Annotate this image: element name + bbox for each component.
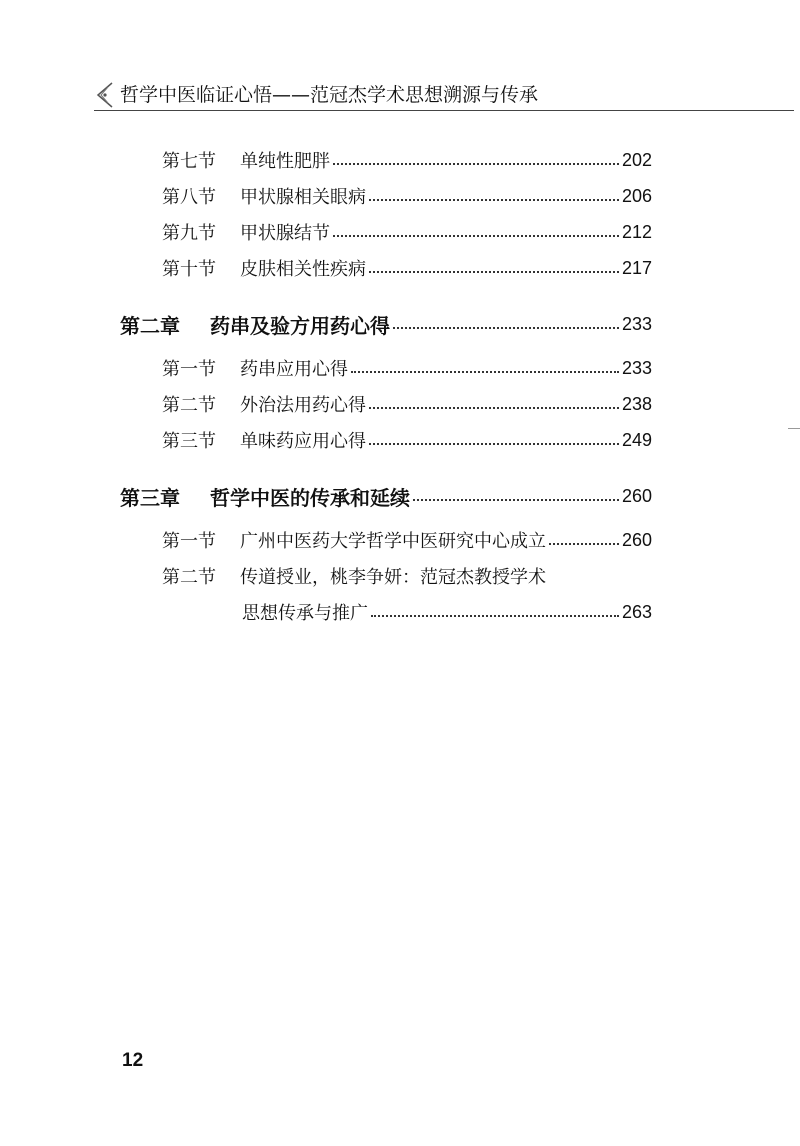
toc-entry[interactable] (162, 217, 652, 247)
toc-entry-continuation[interactable] (242, 597, 652, 627)
page-ref: 249 (621, 429, 652, 450)
section-title: 甲状腺结节 (240, 223, 330, 244)
dot-leader (333, 163, 619, 165)
header-divider (94, 110, 794, 111)
page-ref: 202 (621, 149, 652, 170)
chapter-title: 哲学中医的传承和延续 (210, 485, 410, 510)
toc-entry[interactable] (162, 425, 652, 455)
toc-entry[interactable] (162, 525, 652, 555)
page-ref: 233 (621, 357, 652, 378)
section-number: 第十节 (162, 259, 216, 280)
page-ref: 217 (621, 257, 652, 278)
ornament-icon (94, 82, 114, 108)
chapter-number: 第二章 (120, 313, 180, 338)
section-number: 第一节 (162, 359, 216, 380)
dot-leader (369, 271, 619, 273)
dot-leader (351, 371, 619, 373)
toc-entry[interactable] (162, 561, 652, 591)
section-number: 第三节 (162, 431, 216, 452)
toc-entry[interactable] (162, 253, 652, 283)
page-ref: 212 (621, 221, 652, 242)
toc-entry[interactable] (162, 181, 652, 211)
dot-leader (369, 199, 619, 201)
section-title: 甲状腺相关眼病 (240, 187, 366, 208)
page-ref: 238 (621, 393, 652, 414)
section-number: 第二节 (162, 395, 216, 416)
dot-leader (393, 327, 619, 329)
dot-leader (369, 407, 619, 409)
section-number: 第八节 (162, 187, 216, 208)
page-ref: 206 (621, 185, 652, 206)
section-number: 第七节 (162, 151, 216, 172)
toc-chapter-entry[interactable] (120, 309, 652, 339)
margin-mark (788, 428, 800, 429)
section-title: 单纯性肥胖 (240, 151, 330, 172)
section-title: 广州中医药大学哲学中医研究中心成立 (240, 531, 546, 552)
page-ref: 260 (621, 485, 652, 506)
book-title: 哲学中医临证心悟——范冠杰学术思想溯源与传承 (120, 84, 539, 106)
dot-leader (549, 543, 619, 545)
dot-leader (333, 235, 619, 237)
section-title-continued: 思想传承与推广 (242, 603, 368, 624)
toc-entry[interactable] (162, 353, 652, 383)
section-title: 药串应用心得 (240, 359, 348, 380)
dot-leader (371, 615, 619, 617)
dot-leader (369, 443, 619, 445)
page-ref: 233 (621, 313, 652, 334)
toc-chapter-entry[interactable] (120, 481, 652, 511)
page-ref: 260 (621, 529, 652, 550)
section-number: 第一节 (162, 531, 216, 552)
chapter-title: 药串及验方用药心得 (210, 313, 390, 338)
toc-entry[interactable] (162, 145, 652, 175)
running-header (94, 79, 734, 111)
page-number: 12 (122, 1050, 144, 1071)
section-title: 外治法用药心得 (240, 395, 366, 416)
dot-leader (413, 499, 619, 501)
section-title: 传道授业，桃李争妍：范冠杰教授学术 (240, 567, 546, 588)
chapter-number: 第三章 (120, 485, 180, 510)
section-title: 单味药应用心得 (240, 431, 366, 452)
section-number: 第九节 (162, 223, 216, 244)
section-number: 第二节 (162, 567, 216, 588)
toc-entry[interactable] (162, 389, 652, 419)
section-title: 皮肤相关性疾病 (240, 259, 366, 280)
page-ref: 263 (621, 601, 652, 622)
